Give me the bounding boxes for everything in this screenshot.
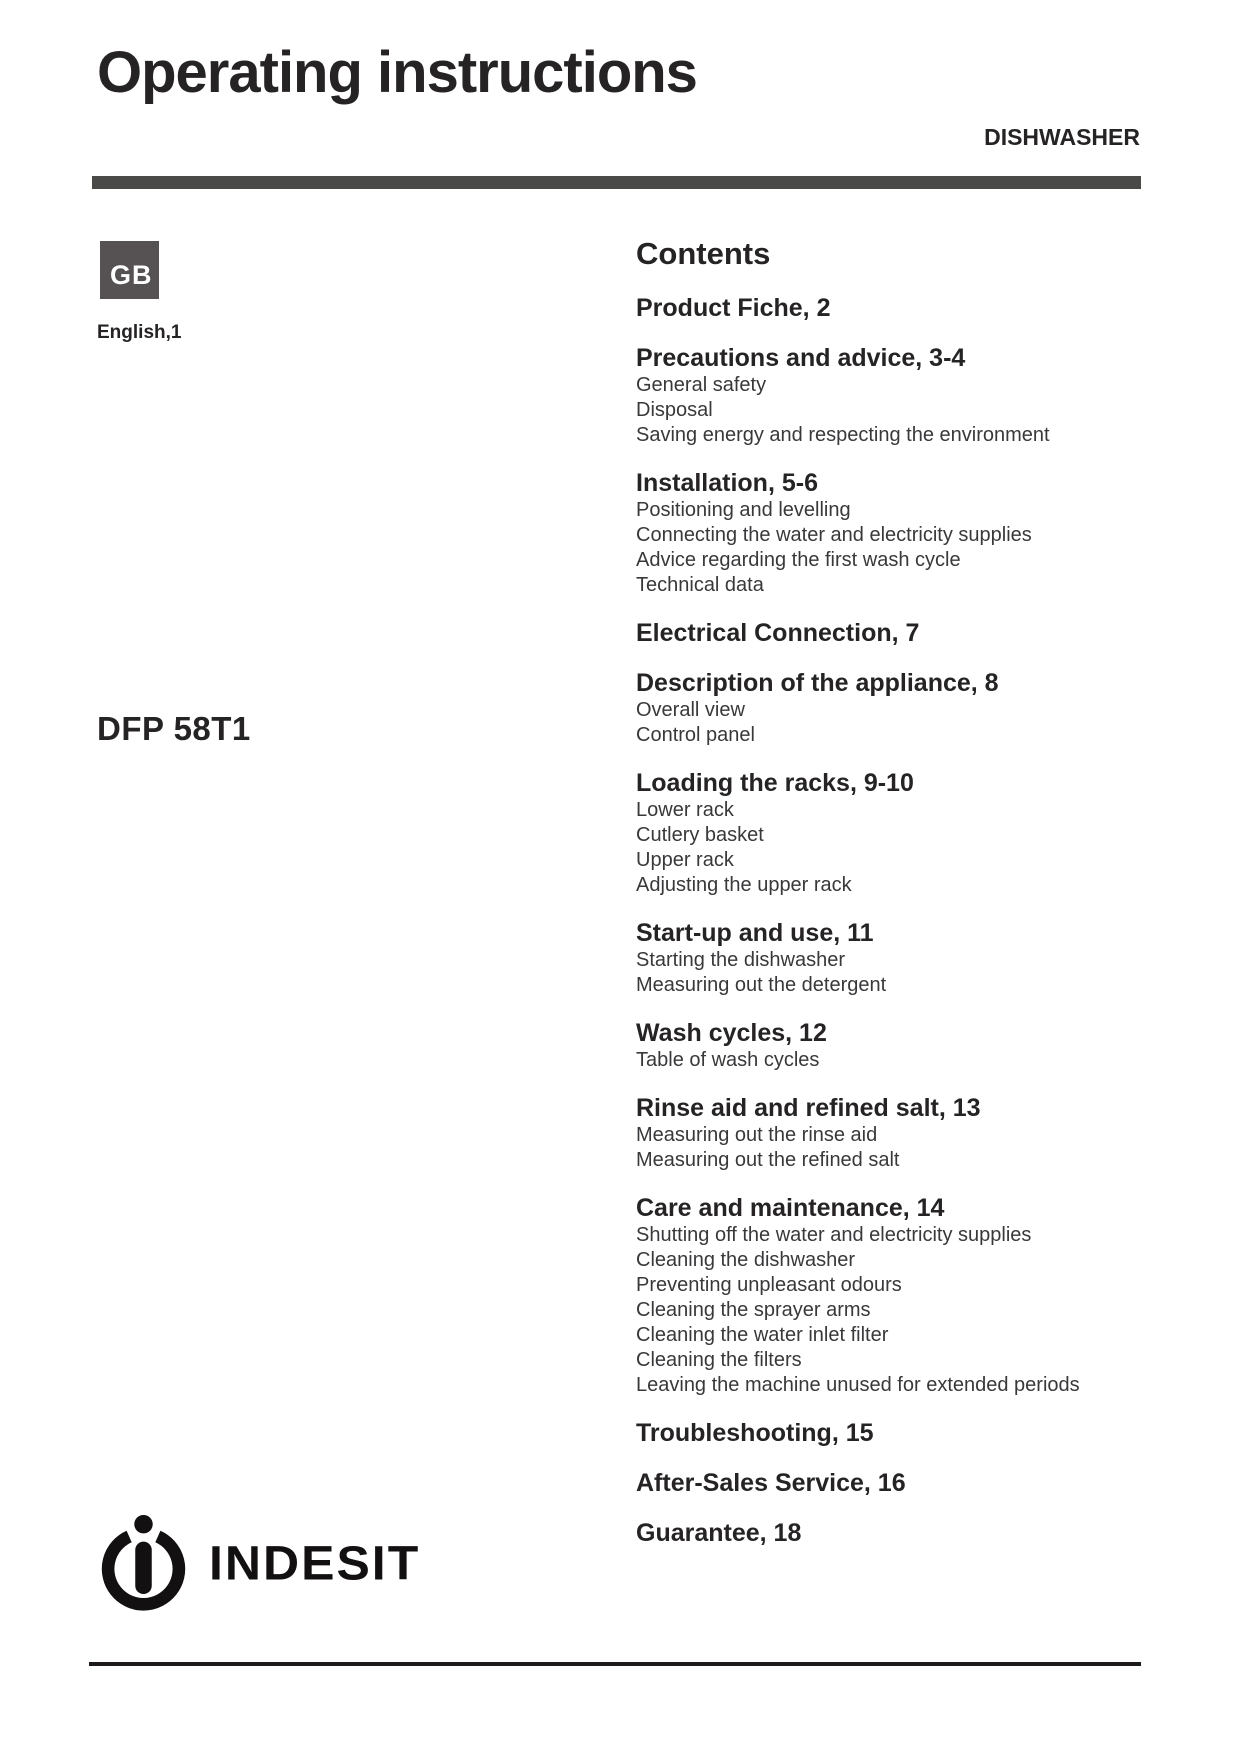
toc-section-title: Loading the racks, 9-10 xyxy=(636,769,914,797)
toc-item: Disposal xyxy=(636,399,713,421)
page-title: Operating instructions xyxy=(97,40,697,105)
toc-item: Cutlery basket xyxy=(636,824,764,846)
language-badge-code: GB xyxy=(110,259,153,290)
toc-item: Leaving the machine unused for extended periods xyxy=(636,1374,1080,1396)
contents-column xyxy=(636,236,1156,1569)
toc-section xyxy=(636,1194,1156,1398)
header-rule xyxy=(92,176,1141,189)
appliance-type-label: DISHWASHER xyxy=(984,124,1140,150)
toc-section xyxy=(636,769,1156,898)
toc-section-title: Installation, 5-6 xyxy=(636,469,818,497)
toc-section-title: Precautions and advice, 3-4 xyxy=(636,344,966,372)
toc-item: Adjusting the upper rack xyxy=(636,874,852,896)
toc-section-title: Start-up and use, 11 xyxy=(636,919,874,947)
toc-item: Control panel xyxy=(636,724,755,746)
language-badge xyxy=(100,241,159,299)
toc-item: Cleaning the sprayer arms xyxy=(636,1299,871,1321)
toc-section xyxy=(636,1519,1156,1548)
indesit-logo xyxy=(95,1513,420,1613)
toc-item: Advice regarding the first wash cycle xyxy=(636,549,961,571)
contents-sections xyxy=(636,294,1156,1548)
toc-item: Measuring out the refined salt xyxy=(636,1149,900,1171)
model-number: DFP 58T1 xyxy=(97,710,251,747)
toc-section-title: After-Sales Service, 16 xyxy=(636,1469,906,1497)
toc-section xyxy=(636,1094,1156,1173)
toc-section xyxy=(636,1469,1156,1498)
language-label: English,1 xyxy=(97,322,182,343)
toc-item: Cleaning the water inlet filter xyxy=(636,1324,889,1346)
toc-section xyxy=(636,919,1156,998)
toc-item: Shutting off the water and electricity supplies xyxy=(636,1224,1032,1246)
toc-item: Measuring out the detergent xyxy=(636,974,887,996)
toc-section xyxy=(636,294,1156,323)
toc-section-title: Troubleshooting, 15 xyxy=(636,1419,874,1447)
indesit-logo-icon xyxy=(95,1513,192,1613)
toc-item: Measuring out the rinse aid xyxy=(636,1124,878,1146)
toc-section xyxy=(636,469,1156,598)
toc-section-title: Guarantee, 18 xyxy=(636,1519,802,1547)
toc-section xyxy=(636,1019,1156,1073)
toc-section-title: Wash cycles, 12 xyxy=(636,1019,827,1047)
toc-item: Upper rack xyxy=(636,849,734,871)
toc-item: Table of wash cycles xyxy=(636,1049,820,1071)
toc-item: Connecting the water and electricity supplies xyxy=(636,524,1032,546)
toc-item: Cleaning the dishwasher xyxy=(636,1249,856,1271)
toc-item: Overall view xyxy=(636,699,745,721)
toc-section xyxy=(636,344,1156,448)
toc-item: Cleaning the filters xyxy=(636,1349,802,1371)
toc-item: Saving energy and respecting the environment xyxy=(636,424,1050,446)
toc-section xyxy=(636,669,1156,748)
toc-item: Starting the dishwasher xyxy=(636,949,846,971)
footer-rule xyxy=(89,1662,1141,1666)
toc-item: Technical data xyxy=(636,574,764,596)
toc-section-title: Electrical Connection, 7 xyxy=(636,619,920,647)
toc-section xyxy=(636,1419,1156,1448)
toc-section-title: Care and maintenance, 14 xyxy=(636,1194,945,1222)
toc-section-title: Rinse aid and refined salt, 13 xyxy=(636,1094,981,1122)
indesit-logo-text: INDESIT xyxy=(209,1536,421,1590)
toc-item: Lower rack xyxy=(636,799,734,821)
contents-title: Contents xyxy=(636,236,771,271)
toc-item: General safety xyxy=(636,374,767,396)
toc-item: Positioning and levelling xyxy=(636,499,851,521)
toc-section xyxy=(636,619,1156,648)
toc-section-title: Product Fiche, 2 xyxy=(636,294,831,322)
toc-section-title: Description of the appliance, 8 xyxy=(636,669,999,697)
toc-item: Preventing unpleasant odours xyxy=(636,1274,902,1296)
